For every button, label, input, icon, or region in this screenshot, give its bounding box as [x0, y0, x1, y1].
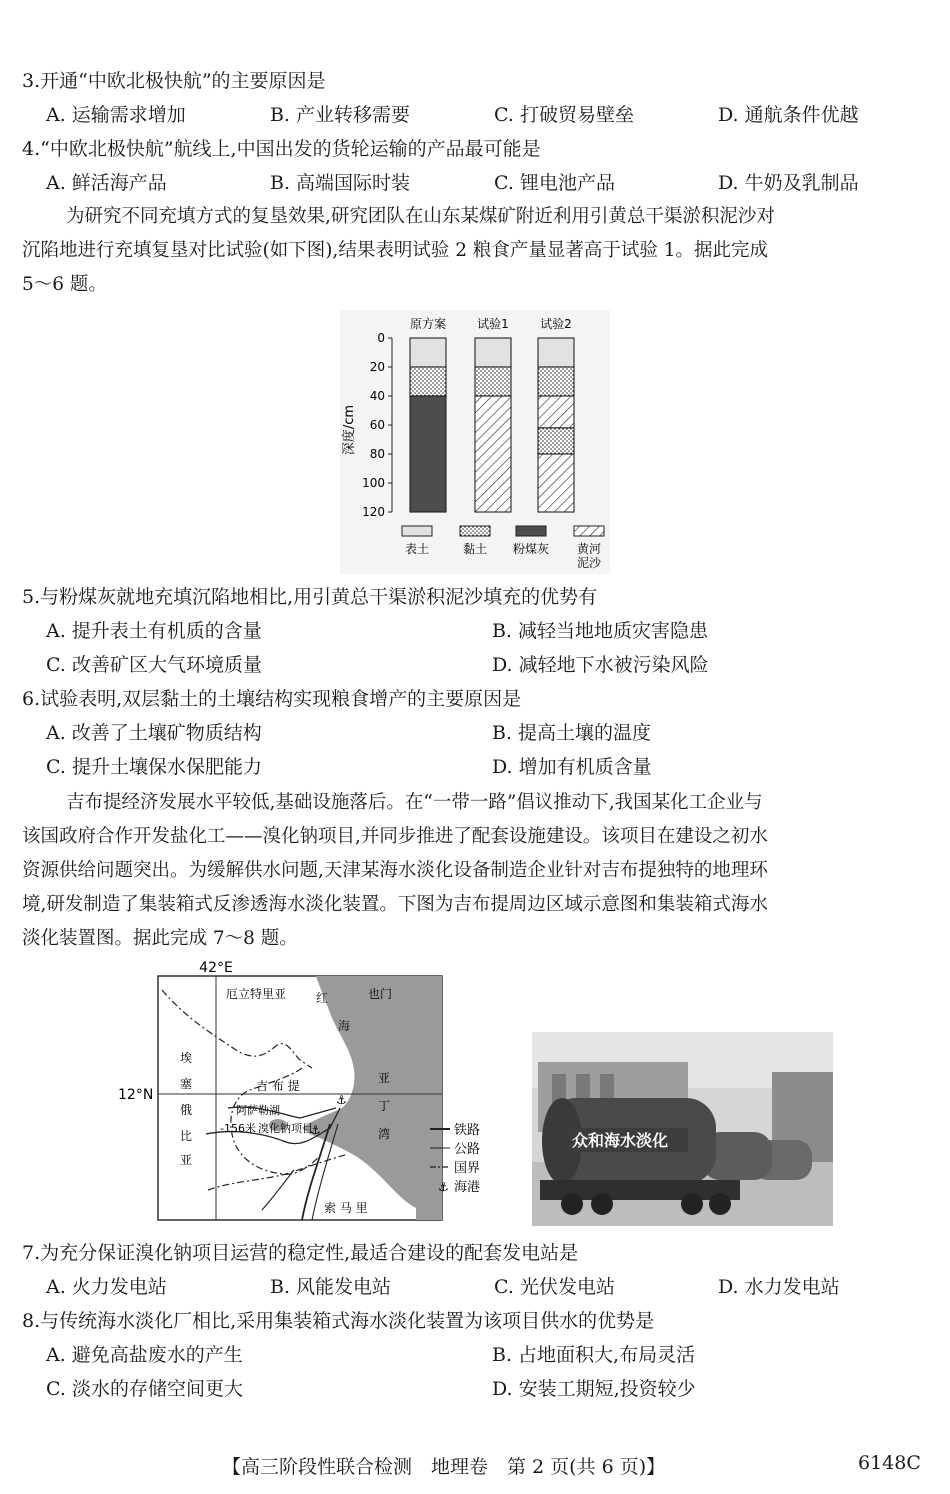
q7-option-b: B. 风能发电站 [270, 1276, 392, 1298]
passage-line: 为研究不同充填方式的复垦效果,研究团队在山东某煤矿附近利用引黄总干渠淤积泥沙对 [66, 206, 775, 227]
layer-silt [538, 454, 574, 512]
eritrea-label: 厄立特里亚 [226, 987, 287, 1001]
somalia-label: 索 马 里 [324, 1201, 368, 1215]
project-label: 溴化钠项目 [258, 1122, 313, 1135]
ethiopia-label-2: 塞 [180, 1077, 193, 1091]
desalination-container-photo [532, 1032, 833, 1226]
legend-port-icon: ⚓ [438, 1180, 449, 1194]
column-label: 试验1 [477, 317, 509, 331]
q3-option-d: D. 通航条件优越 [718, 104, 859, 126]
q6-option-a: A. 改善了土壤矿物质结构 [46, 722, 262, 744]
q4-option-a: A. 鲜活海产品 [46, 172, 167, 194]
q8-stem: 8.与传统海水淡化厂相比,采用集装箱式海水淡化装置为该项目供水的优势是 [22, 1310, 655, 1332]
y-axis-label: 深度/cm [342, 404, 357, 456]
layer-topsoil [475, 338, 511, 367]
port-icon: ⚓ [310, 1123, 321, 1137]
ethiopia-label-5: 亚 [180, 1153, 193, 1167]
footer-code: 6148C [858, 1452, 921, 1474]
layer-silt [475, 396, 511, 512]
ethiopia-label-1: 埃 [180, 1051, 193, 1065]
q5-option-b: B. 减轻当地地质灾害隐患 [492, 620, 709, 642]
layer-flyash [410, 396, 446, 512]
q5-option-d: D. 减轻地下水被污染风险 [492, 654, 709, 676]
column-label: 试验2 [540, 317, 572, 331]
red-sea-label-2: 海 [338, 1019, 351, 1033]
passage-line: 资源供给问题突出。为缓解供水问题,天津某海水淡化设备制造企业针对吉布提独特的地理环 [22, 860, 768, 881]
passage-line: 淡化装置图。据此完成 7～8 题。 [22, 928, 298, 949]
tank-text: 众和海水淡化 [572, 1131, 669, 1150]
yemen-label: 也门 [368, 987, 393, 1001]
q8-option-c: C. 淡水的存储空间更大 [46, 1378, 243, 1400]
q5-option-c: C. 改善矿区大气环境质量 [46, 654, 262, 676]
soil-profile-chart [340, 310, 610, 574]
q6-option-b: B. 提高土壤的温度 [492, 722, 652, 744]
legend-swatch-silt [574, 526, 604, 536]
passage-line: 该国政府合作开发盐化工——溴化钠项目,并同步推进了配套设施建设。该项目在建设之初水 [22, 826, 768, 847]
latitude-label: 12°N [118, 1087, 154, 1103]
y-tick-label: 20 [369, 360, 385, 374]
y-tick-label: 100 [362, 476, 385, 490]
passage-reclamation [22, 200, 930, 302]
y-tick-label: 80 [369, 447, 385, 461]
layer-clay [410, 367, 446, 396]
elevation-label: -156米 [220, 1122, 256, 1135]
legend-port-label: 海港 [454, 1180, 481, 1195]
q3-stem: 3.开通“中欧北极快航”的主要原因是 [22, 70, 326, 92]
q7-option-c: C. 光伏发电站 [494, 1276, 615, 1298]
q5-stem: 5.与粉煤灰就地充填沉陷地相比,用引黄总干渠淤积泥沙填充的优势有 [22, 586, 598, 608]
q6-option-c: C. 提升土壤保水保肥能力 [46, 756, 262, 778]
q3-option-c: C. 打破贸易壁垒 [494, 104, 634, 126]
legend-label-flyash: 粉煤灰 [512, 542, 550, 556]
footer-title: 【高三阶段性联合检测 地理卷 第 2 页(共 6 页)】 [222, 1456, 666, 1478]
photo-illustration [532, 1032, 833, 1226]
gulf-label-1: 亚 [378, 1071, 391, 1085]
q6-stem: 6.试验表明,双层黏土的土壤结构实现粮食增产的主要原因是 [22, 688, 522, 710]
legend-border-label: 国界 [454, 1161, 481, 1176]
passage-line: 沉陷地进行充填复垦对比试验(如下图),结果表明试验 2 粮食产量显著高于试验 1。据此完成 [22, 240, 769, 261]
legend-label-silt: 泥沙 [576, 556, 602, 570]
legend-rail-label: 铁路 [454, 1123, 481, 1138]
q8-option-b: B. 占地面积大,布局灵活 [492, 1344, 696, 1366]
djibouti-label: 吉 布 提 [256, 1079, 300, 1093]
q4-option-d: D. 牛奶及乳制品 [718, 172, 859, 194]
ethiopia-label-3: 俄 [180, 1103, 193, 1117]
legend-swatch-topsoil [402, 526, 432, 536]
y-tick-label: 60 [369, 418, 385, 432]
legend-label-silt: 黄河 [576, 542, 602, 556]
y-tick-label: 40 [369, 389, 385, 403]
gulf-label-3: 湾 [378, 1127, 391, 1141]
legend-road-label: 公路 [454, 1142, 481, 1157]
legend-label-clay: 黏土 [462, 542, 488, 556]
gulf-label-2: 丁 [378, 1099, 391, 1113]
layer-clay [475, 367, 511, 396]
layer-silt [538, 396, 574, 428]
longitude-label: 42°E [199, 960, 233, 976]
legend-swatch-flyash [516, 526, 546, 536]
passage-line: 5～6 题。 [22, 274, 107, 295]
q7-option-a: A. 火力发电站 [46, 1276, 167, 1298]
legend-swatch-clay [460, 526, 490, 536]
port-icon: ⚓ [336, 1093, 347, 1107]
column-label: 原方案 [409, 317, 447, 331]
q8-option-a: A. 避免高盐废水的产生 [46, 1344, 243, 1366]
layer-topsoil [538, 338, 574, 367]
q7-option-d: D. 水力发电站 [718, 1276, 840, 1298]
passage-djibouti [22, 786, 930, 956]
legend-label-topsoil: 表土 [404, 542, 430, 556]
layer-clay [538, 428, 574, 454]
djibouti-region-map [116, 958, 490, 1230]
y-tick-label: 120 [362, 505, 385, 519]
q3-option-a: A. 运输需求增加 [46, 104, 186, 126]
red-sea-label-1: 红 [316, 991, 329, 1005]
layer-topsoil [410, 338, 446, 367]
q4-option-b: B. 高端国际时装 [270, 172, 411, 194]
y-tick-label: 0 [377, 331, 385, 345]
ethiopia-label-4: 比 [180, 1129, 193, 1143]
q6-option-d: D. 增加有机质含量 [492, 756, 652, 778]
q3-option-b: B. 产业转移需要 [270, 104, 411, 126]
q4-option-c: C. 锂电池产品 [494, 172, 615, 194]
passage-line: 吉布提经济发展水平较低,基础设施落后。在“一带一路”倡议推动下,我国某化工企业与 [66, 792, 763, 813]
lake-label: 阿萨勒湖 [236, 1104, 280, 1117]
q4-stem: 4.“中欧北极快航”航线上,中国出发的货轮运输的产品最可能是 [22, 138, 541, 160]
q7-stem: 7.为充分保证溴化钠项目运营的稳定性,最适合建设的配套发电站是 [22, 1242, 579, 1264]
passage-line: 境,研发制造了集装箱式反渗透海水淡化装置。下图为吉布提周边区域示意图和集装箱式海水 [22, 894, 768, 915]
layer-clay [538, 367, 574, 396]
q8-option-d: D. 安装工期短,投资较少 [492, 1378, 696, 1400]
q5-option-a: A. 提升表土有机质的含量 [46, 620, 262, 642]
